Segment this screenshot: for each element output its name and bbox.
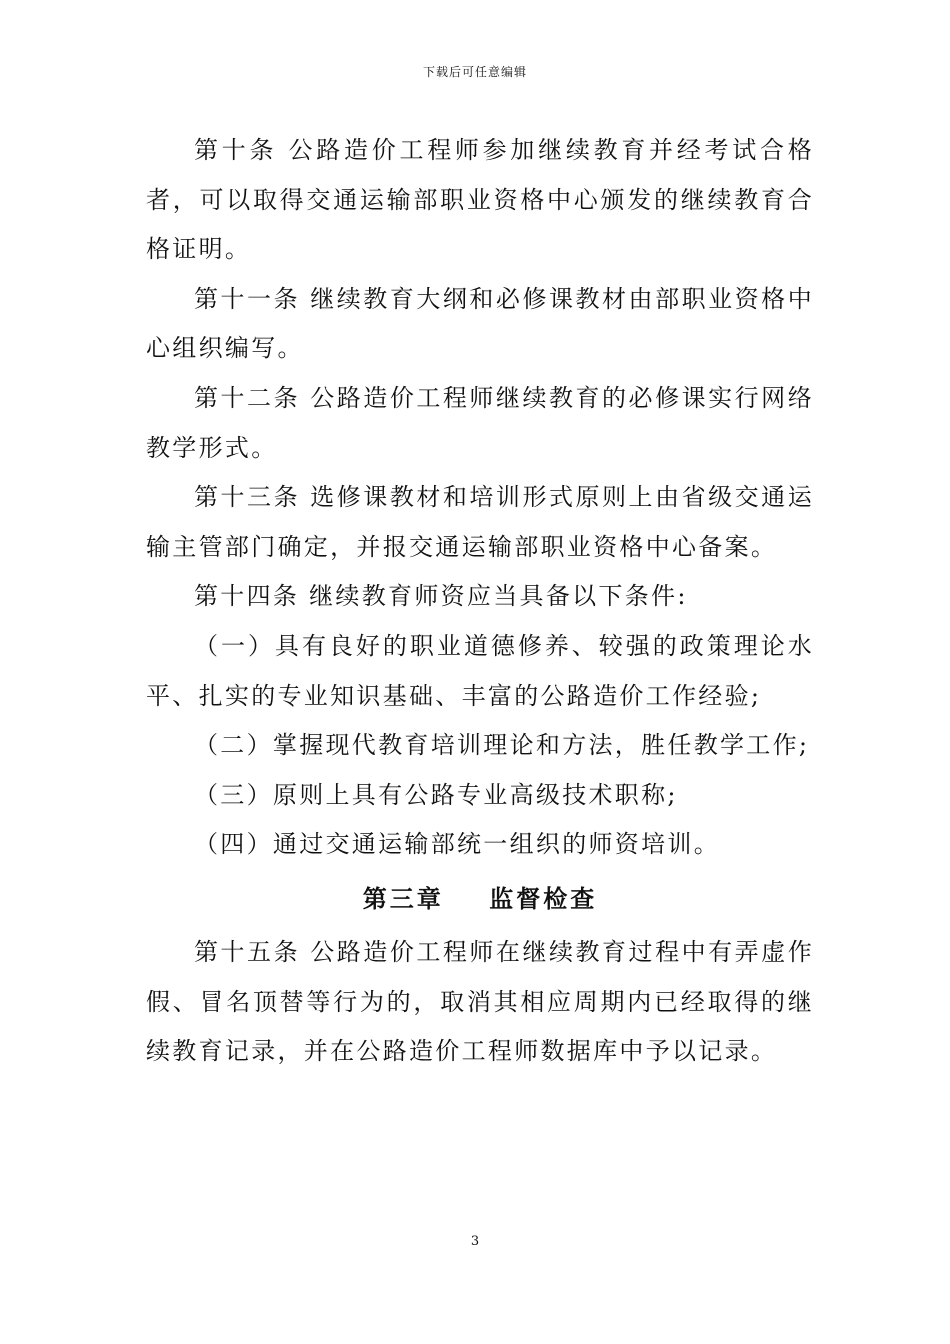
article-11-paragraph: 第十一条 继续教育大纲和必修课教材由部职业资格中心组织编写。 [146,284,814,363]
chapter-heading: 第三章 监督检查 [362,883,598,913]
article-15-paragraph: 第十五条 公路造价工程师在继续教育过程中有弄虚作假、冒名顶替等行为的，取消其相应周期内已经取得的继续教育记录，并在公路造价工程师数据库中予以记录。 [146,937,814,1066]
condition-2-paragraph: （二）掌握现代教育培训理论和方法，胜任教学工作; [194,731,810,760]
page-number: 3 [470,1234,480,1249]
condition-3-paragraph: （三）原则上具有公路专业高级技术职称; [194,780,678,809]
article-10-paragraph: 第十条 公路造价工程师参加继续教育并经考试合格者，可以取得交通运输部职业资格中心颁发的继续教育合格证明。 [146,136,814,264]
condition-1-paragraph: （一）具有良好的职业道德修养、较强的政策理论水平、扎实的专业知识基础、丰富的公路造价工作经验; [146,631,814,710]
document-body [146,126,814,1077]
article-12-paragraph: 第十二条 公路造价工程师继续教育的必修课实行网络教学形式。 [146,383,814,462]
article-14-paragraph: 第十四条 继续教育师资应当具备以下条件: [194,582,688,611]
page-header-note: 下载后可任意编辑 [422,65,527,79]
article-13-paragraph: 第十三条 选修课教材和培训形式原则上由省级交通运输主管部门确定，并报交通运输部职业资格中心备案。 [146,483,814,561]
condition-4-paragraph: （四）通过交通运输部统一组织的师资培训。 [194,830,720,859]
